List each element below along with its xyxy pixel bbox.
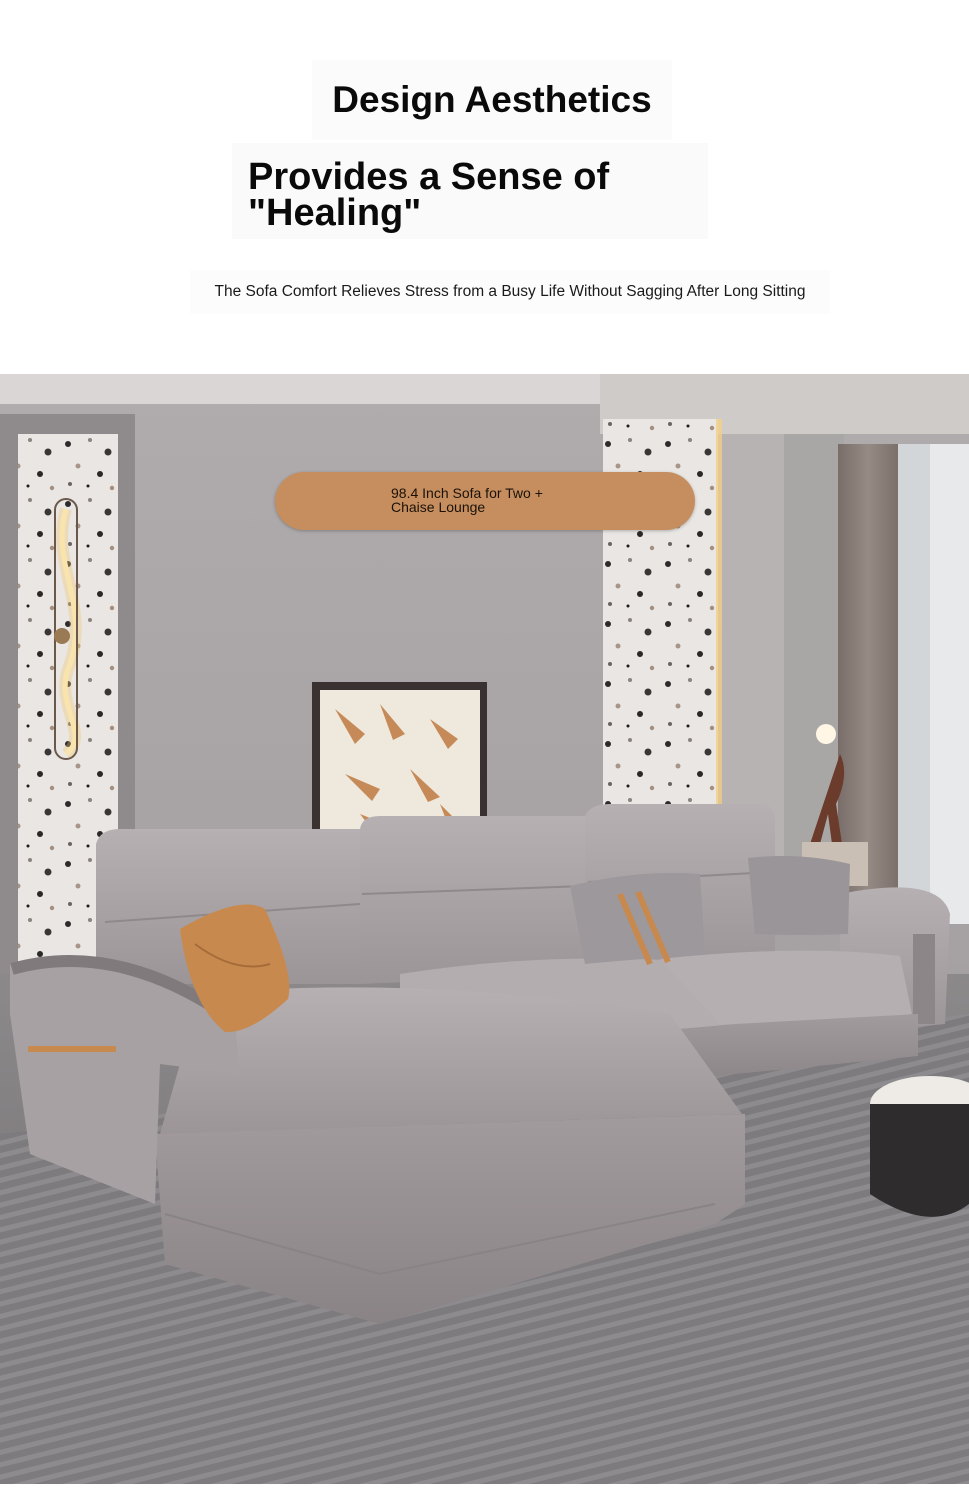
title-healing-line2: "Healing" [248,192,422,234]
size-badge-line1: 98.4 Inch Sofa for Two + [391,485,543,501]
size-badge-line2: Chaise Lounge [391,499,486,515]
subtitle: The Sofa Comfort Relieves Stress from a Busy Life Without Sagging After Long Sitting [190,270,830,314]
title-design-aesthetics: Design Aesthetics [312,60,672,140]
sofa-room-photo [0,374,969,1484]
size-badge [275,472,695,530]
size-badge-text [391,486,543,514]
title-healing [232,143,708,239]
title-healing-line1: Provides a Sense of [248,156,610,198]
sofa-room-illustration [0,374,969,1484]
